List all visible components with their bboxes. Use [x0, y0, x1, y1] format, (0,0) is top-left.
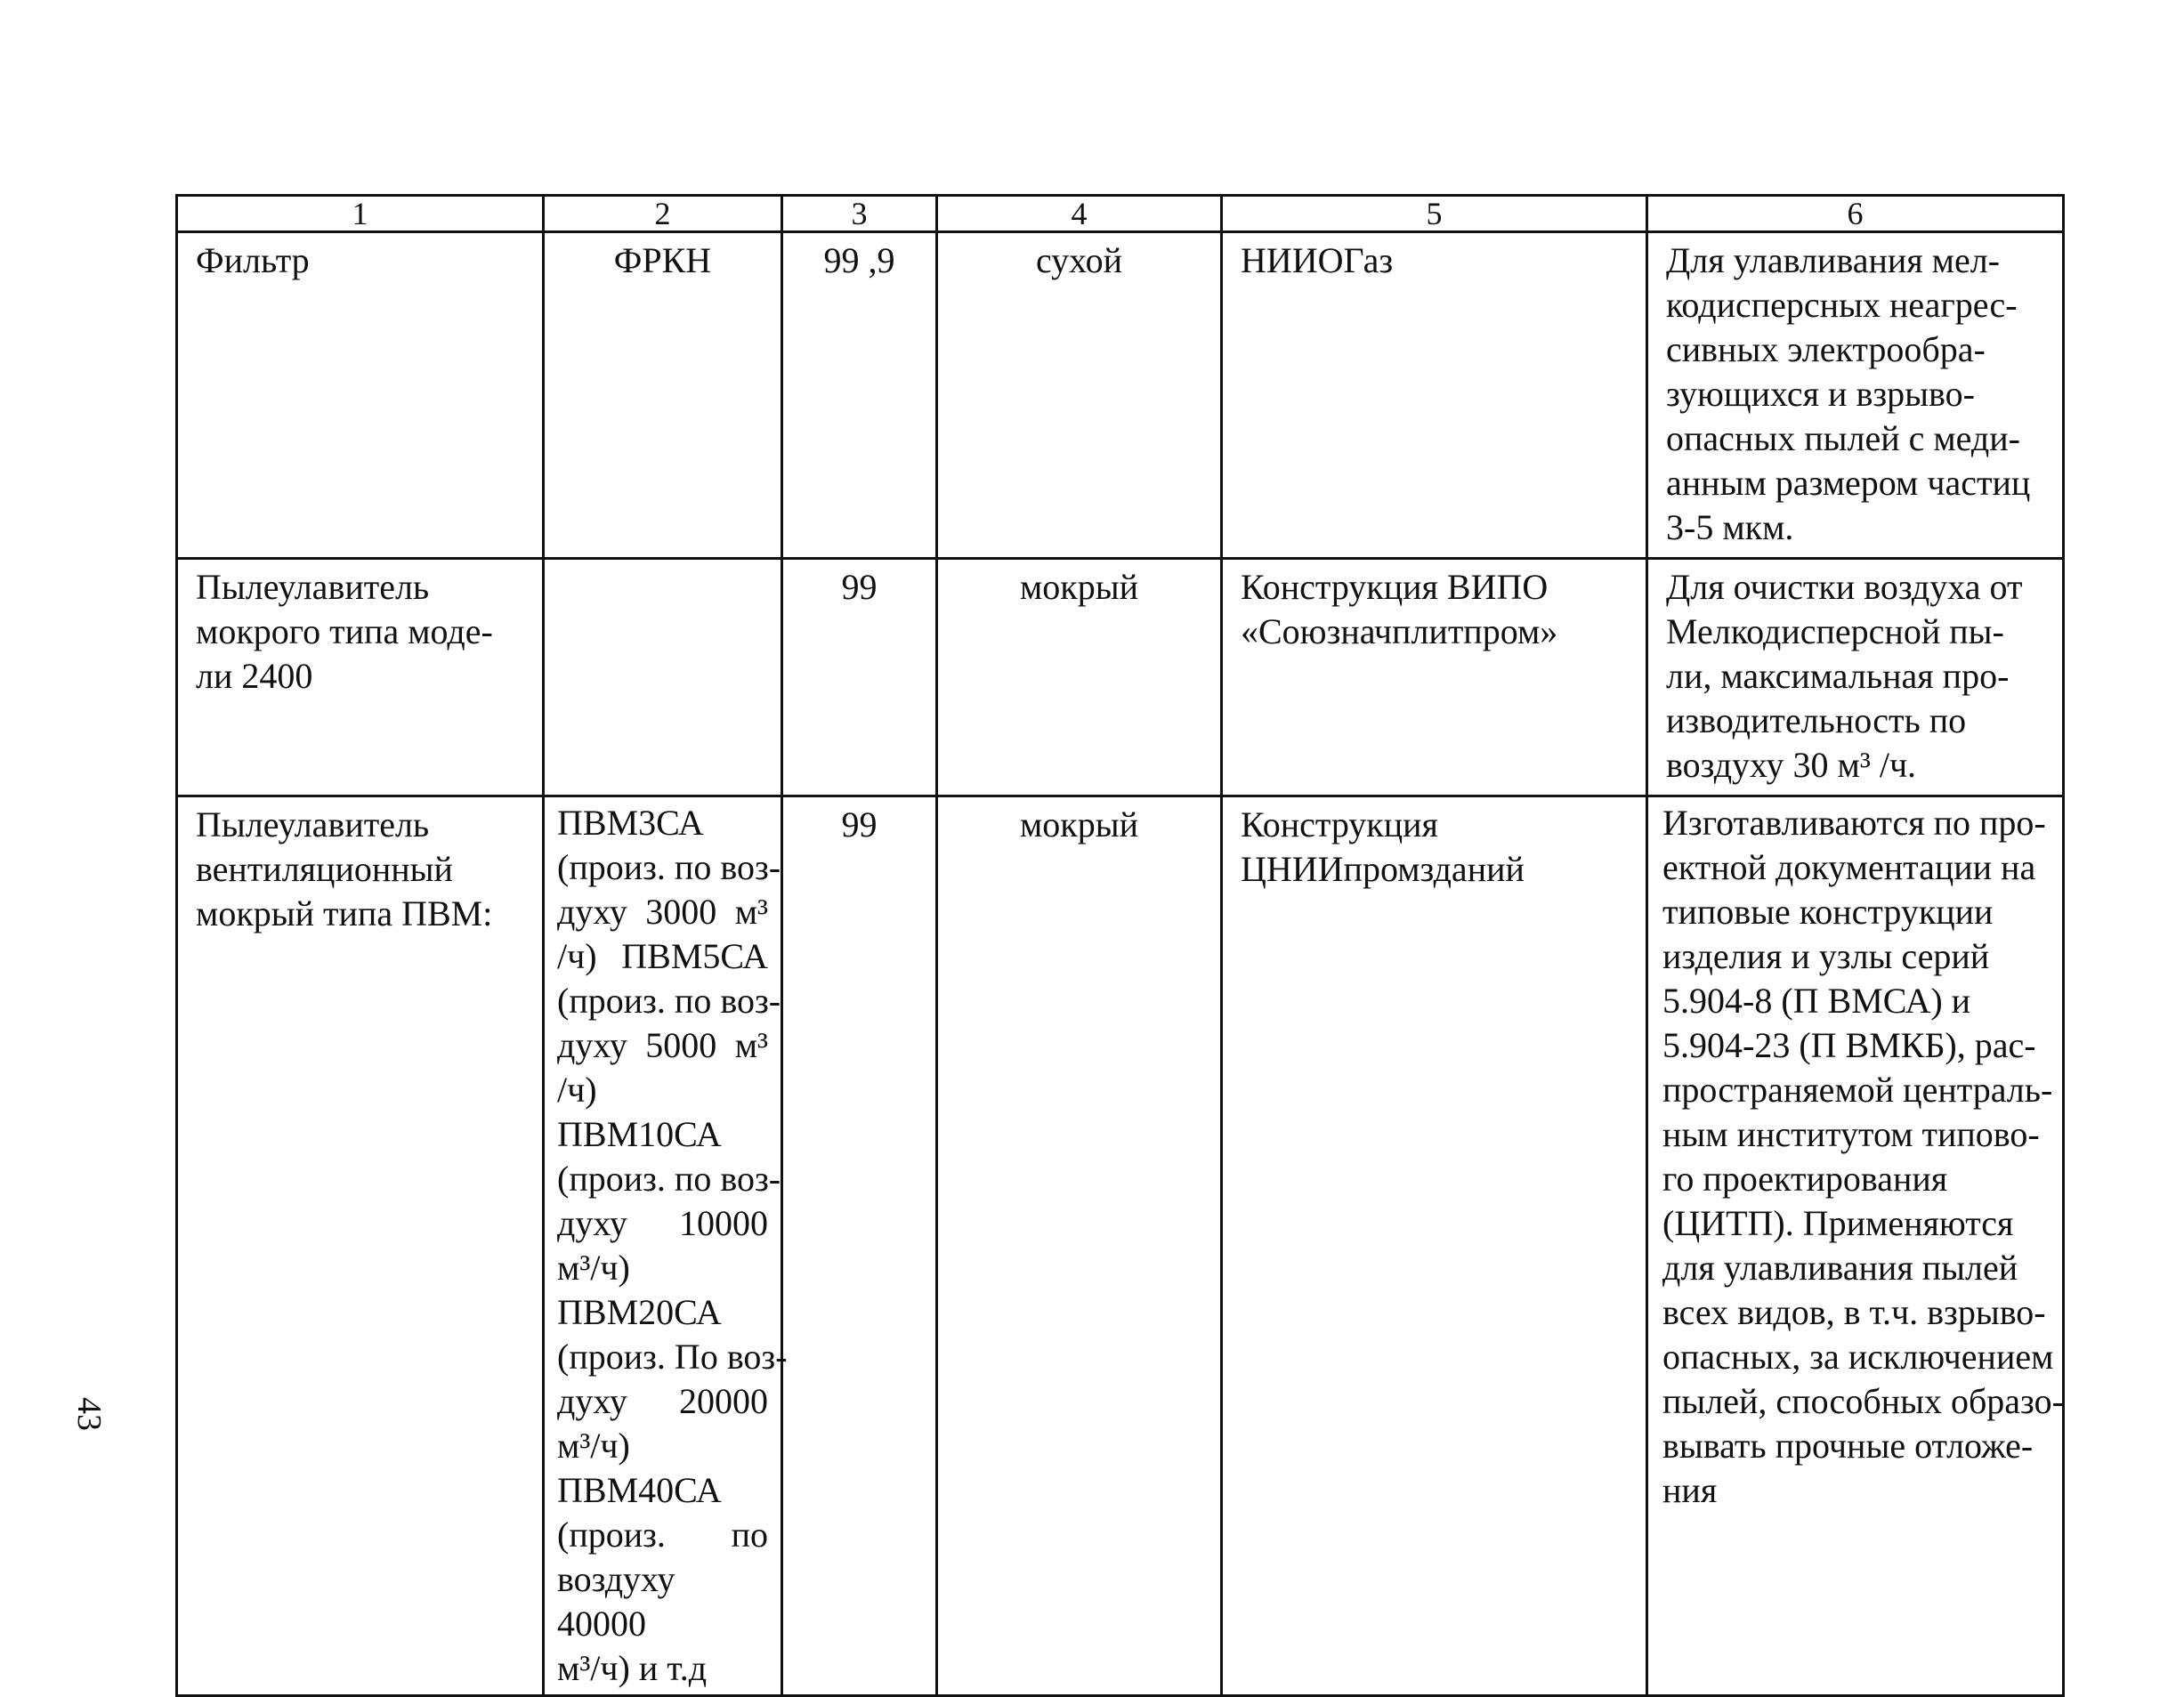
- model-line: духу 5000 м³: [557, 1025, 768, 1065]
- equipment-efficiency: [782, 232, 937, 559]
- model-line: (произ. по воз-: [557, 1159, 781, 1199]
- purpose-line: Изготавливаются по про-: [1662, 803, 2046, 843]
- equipment-purpose: [1647, 796, 2064, 1696]
- equipment-developer-text: НИИОГаз: [1241, 240, 1394, 280]
- equipment-purpose: [1647, 232, 2064, 559]
- equipment-type: [937, 559, 1222, 796]
- column-number-1: 1: [177, 196, 544, 232]
- model-line: /ч) ПВМ5СА: [557, 936, 768, 976]
- purpose-line: воздуху 30 м³ /ч.: [1666, 745, 1917, 785]
- equipment-developer: [1222, 796, 1647, 1696]
- table-row: [177, 559, 2064, 796]
- purpose-line: (ЦИТП). Применяются: [1662, 1203, 2014, 1243]
- equipment-efficiency: [782, 796, 937, 1696]
- purpose-line: для улавливания пылей: [1662, 1248, 2018, 1288]
- purpose-line: Для улавливания мел-: [1666, 240, 2000, 280]
- purpose-line: ния: [1662, 1470, 1718, 1510]
- purpose-line: ли, максимальная про-: [1666, 656, 2010, 696]
- equipment-type-text: мокрый: [1019, 804, 1139, 844]
- purpose-line: кодисперсных неагрес-: [1666, 285, 2018, 325]
- model-line: (произ. по воз-: [557, 981, 781, 1021]
- purpose-line: опасных пылей с меди-: [1666, 418, 2020, 458]
- purpose-line: 5.904-8 (П ВМСА) и: [1662, 981, 1971, 1021]
- column-number-4: 4: [937, 196, 1222, 232]
- column-number-3: 3: [782, 196, 937, 232]
- equipment-developer: [1222, 232, 1647, 559]
- model-line: /ч) ПВМ10СА: [557, 1070, 722, 1154]
- developer-line: Конструкция: [1241, 804, 1438, 844]
- equipment-efficiency-text: 99 ,9: [823, 240, 895, 280]
- table-row: [177, 796, 2064, 1696]
- purpose-line: зующихся и взрыво-: [1666, 374, 1975, 414]
- equipment-name: [177, 559, 544, 796]
- equipment-model: [544, 559, 782, 796]
- model-line: м³/ч) и т.д: [557, 1648, 708, 1688]
- purpose-line: всех видов, в т.ч. взрыво-: [1662, 1292, 2046, 1332]
- equipment-table: [175, 194, 2065, 1697]
- equipment-type-text: сухой: [1035, 240, 1123, 280]
- name-line: мокрого типа моде-: [196, 611, 493, 651]
- purpose-line: сивных электрообра-: [1666, 329, 1986, 369]
- purpose-line: Для очистки воздуха от: [1666, 567, 2023, 607]
- model-line: воздуху 40000: [557, 1559, 675, 1644]
- developer-line: «Союзначплитпром»: [1241, 611, 1558, 651]
- purpose-line: пылей, способных образо-: [1662, 1381, 2064, 1421]
- purpose-line: Мелкодисперсной пы-: [1666, 611, 2004, 651]
- purpose-line: изводительность по: [1666, 700, 1967, 740]
- column-number-5: 5: [1222, 196, 1647, 232]
- name-line: мокрый типа ПВМ:: [196, 893, 493, 933]
- purpose-line: опасных, за исключением: [1662, 1337, 2054, 1377]
- model-line: духу 20000: [557, 1381, 768, 1421]
- name-line: Пылеулавитель: [196, 804, 430, 844]
- model-line: м³/ч): [557, 1426, 630, 1466]
- purpose-line: анным размером частиц: [1666, 463, 2031, 503]
- purpose-line: 3-5 мкм.: [1666, 507, 1794, 547]
- developer-line: ЦНИИпромзданий: [1241, 849, 1525, 889]
- model-line: духу 3000 м³: [557, 892, 768, 932]
- column-number-6: 6: [1647, 196, 2064, 232]
- model-line: (произ. по: [557, 1515, 768, 1555]
- equipment-name: [177, 796, 544, 1696]
- model-line: ПВМ3СА: [557, 803, 704, 843]
- table-row: [177, 232, 2064, 559]
- model-line: ПВМ20СА: [557, 1292, 722, 1332]
- model-line: духу 10000: [557, 1203, 768, 1243]
- purpose-line: ектной документации на: [1662, 847, 2036, 887]
- equipment-name: [177, 232, 544, 559]
- purpose-line: го проектирования: [1662, 1159, 1948, 1199]
- equipment-efficiency-text: 99: [841, 804, 878, 844]
- equipment-efficiency: [782, 559, 937, 796]
- model-line: м³/ч): [557, 1248, 630, 1288]
- name-line: вентиляционный: [196, 849, 453, 889]
- equipment-efficiency-text: 99: [841, 567, 878, 607]
- equipment-model-text: ФРКН: [613, 240, 712, 280]
- equipment-type: [937, 796, 1222, 1696]
- purpose-line: ным институтом типово-: [1662, 1114, 2040, 1154]
- header-row: [177, 196, 2064, 232]
- equipment-type-text: мокрый: [1019, 567, 1139, 607]
- name-line: ли 2400: [196, 656, 313, 696]
- purpose-line: пространяемой централь-: [1662, 1070, 2053, 1110]
- purpose-line: типовые конструкции: [1662, 892, 1994, 932]
- purpose-line: вывать прочные отложе-: [1662, 1426, 2034, 1466]
- column-number-2: 2: [544, 196, 782, 232]
- equipment-type: [937, 232, 1222, 559]
- purpose-line: изделия и узлы серий: [1662, 936, 1990, 976]
- model-line: ПВМ40СА: [557, 1470, 722, 1510]
- equipment-model: [544, 796, 788, 1696]
- developer-line: Конструкция ВИПО: [1241, 567, 1549, 607]
- equipment-name-text: Фильтр: [196, 240, 310, 280]
- purpose-line: 5.904-23 (П ВМКБ), рас-: [1662, 1025, 2036, 1065]
- model-line: (произ. по воз-: [557, 847, 781, 887]
- page-number: 43: [70, 1397, 108, 1431]
- model-line: (произ. По воз-: [557, 1337, 788, 1377]
- equipment-developer: [1222, 559, 1647, 796]
- equipment-purpose: [1647, 559, 2064, 796]
- name-line: Пылеулавитель: [196, 567, 430, 607]
- equipment-model: [544, 232, 782, 559]
